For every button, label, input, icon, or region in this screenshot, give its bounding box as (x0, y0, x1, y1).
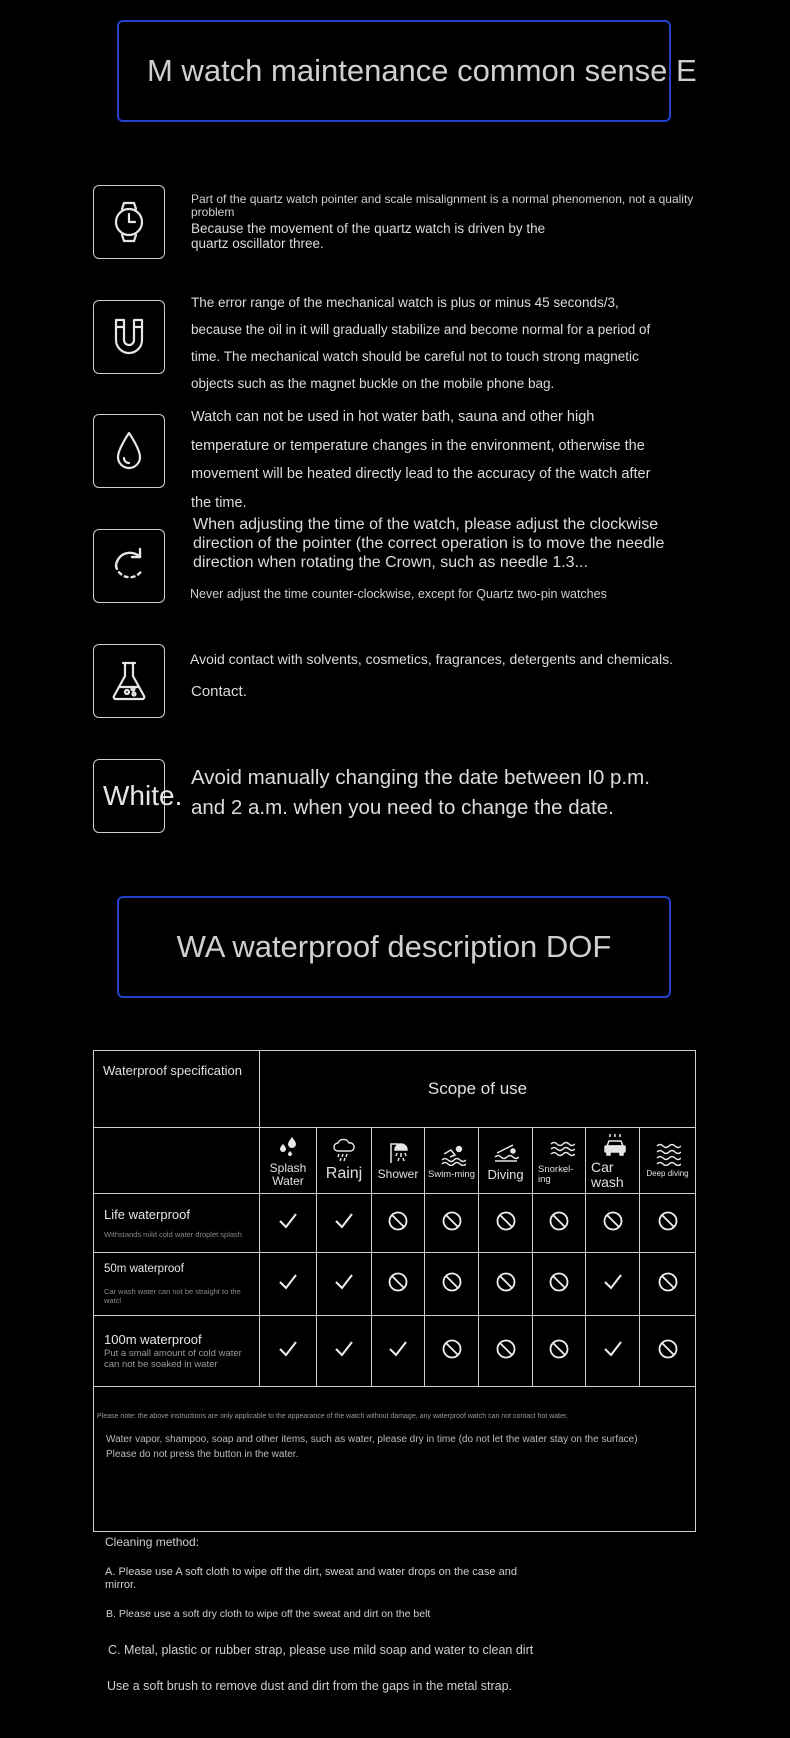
tip-text: Never adjust the time counter-clockwise, except for Quartz two-pin watches (190, 586, 607, 601)
not-allowed-cell (533, 1253, 586, 1316)
deep-diving-icon (655, 1142, 681, 1166)
check-mark-cell (317, 1194, 372, 1253)
prohibited-icon (441, 1271, 463, 1293)
check-icon (602, 1271, 624, 1293)
category-shower: Shower (372, 1128, 425, 1194)
shower-icon (385, 1140, 411, 1164)
not-allowed-cell (425, 1253, 479, 1316)
cleaning-heading: Cleaning method: (105, 1535, 200, 1549)
check-icon (277, 1338, 299, 1360)
car-wash-icon (602, 1132, 628, 1156)
tip-adjust-time (190, 516, 713, 601)
cleaning-item: Use a soft brush to remove dust and dirt from the gaps in the metal strap. (107, 1679, 513, 1693)
tip-text: Avoid contact with solvents, cosmetics, fragrances, detergents and chemicals. (190, 651, 673, 667)
tip-text: The error range of the mechanical watch is plus or minus 45 seconds/3, because the oil in it will gradually stabilize and become normal for a period of time. The mechanical watch should be careful not to touch strong magnetic objects such as the magnet buckle on the mobile phone bag. (191, 295, 651, 391)
not-allowed-cell (372, 1194, 425, 1253)
check-mark-cell (260, 1316, 317, 1387)
check-mark-cell (260, 1194, 317, 1253)
snorkeling-icon (549, 1137, 575, 1161)
note-water-vapor: Water vapor, shampoo, soap and other items, such as water, please dry in time (do not let the water stay on the surface) (106, 1434, 638, 1445)
flask-icon (93, 644, 165, 718)
check-icon (387, 1338, 409, 1360)
category-rain: Rainj (317, 1128, 372, 1194)
prohibited-icon (441, 1338, 463, 1360)
tip-text: Watch can not be used in hot water bath, sauna and other high temperature or temperature changes in the environment, otherwise the movement will be heated directly lead to the accuracy of the watch after the time. (191, 409, 651, 511)
not-allowed-cell (640, 1194, 696, 1253)
check-mark-cell (317, 1316, 372, 1387)
waterproof-title: WA waterproof description DOF (176, 929, 612, 964)
check-mark-cell (317, 1253, 372, 1316)
check-mark-cell (586, 1253, 640, 1316)
prohibited-icon (387, 1210, 409, 1232)
not-allowed-cell (533, 1316, 586, 1387)
not-allowed-cell (479, 1316, 533, 1387)
waterproof-notes (94, 1387, 696, 1532)
prohibited-icon (657, 1338, 679, 1360)
not-allowed-cell (425, 1316, 479, 1387)
not-allowed-cell (425, 1194, 479, 1253)
check-icon (602, 1338, 624, 1360)
check-mark-cell (586, 1316, 640, 1387)
rain-cloud-icon (331, 1138, 357, 1162)
cleaning-item: B. Please use a soft dry cloth to wipe off the sweat and dirt on the belt (106, 1608, 431, 1620)
prohibited-icon (602, 1210, 624, 1232)
check-mark-cell (372, 1316, 425, 1387)
category-diving: Diving (479, 1128, 533, 1194)
prohibited-icon (657, 1271, 679, 1293)
category-splash-water: Splash Water (260, 1128, 317, 1194)
row-label: Life waterproof Withstands mild cold water droplet splash (94, 1194, 260, 1253)
waterproof-table (93, 1050, 696, 1532)
note-button: Please do not press the button in the water. (106, 1449, 299, 1460)
prohibited-icon (548, 1338, 570, 1360)
check-icon (333, 1210, 355, 1232)
maintenance-title: M watch maintenance common sense E (147, 53, 697, 88)
diving-icon (493, 1140, 519, 1164)
prohibited-icon (657, 1210, 679, 1232)
watch-icon (93, 185, 165, 259)
date-icon-box (93, 759, 183, 833)
not-allowed-cell (533, 1194, 586, 1253)
empty-cell (94, 1128, 260, 1194)
check-mark-cell (260, 1253, 317, 1316)
table-row (94, 1194, 696, 1253)
prohibited-icon (548, 1210, 570, 1232)
check-icon (333, 1338, 355, 1360)
not-allowed-cell (640, 1253, 696, 1316)
tip-hot-water (191, 403, 671, 517)
cleaning-item: C. Metal, plastic or rubber strap, please use mild soap and water to clean dirt (108, 1643, 534, 1657)
rotate-clockwise-icon (93, 529, 165, 603)
tip-text: Contact. (191, 683, 247, 700)
water-drop-icon (93, 414, 165, 488)
not-allowed-cell (479, 1194, 533, 1253)
check-icon (277, 1210, 299, 1232)
prohibited-icon (441, 1210, 463, 1232)
tip-date (191, 763, 711, 822)
check-icon (333, 1271, 355, 1293)
tip-text: When adjusting the time of the watch, please adjust the clockwise direction of the pointer (the correct operation is to move the needle direction when rotating the Crown, such as needle 1.3... (193, 516, 665, 571)
prohibited-icon (495, 1271, 517, 1293)
waterproof-title-box (117, 896, 671, 998)
row-label: 100m waterproof Put a small amount of cold water can not be soaked in water (94, 1316, 260, 1387)
tip-quartz (191, 193, 711, 252)
prohibited-icon (548, 1271, 570, 1293)
table-row (94, 1253, 696, 1316)
table-row (94, 1316, 696, 1387)
tip-text: Because the movement of the quartz watch is driven by the quartz oscillator three. (191, 220, 546, 251)
not-allowed-cell (586, 1194, 640, 1253)
check-icon (277, 1271, 299, 1293)
splash-icon (275, 1134, 301, 1158)
row-label: 50m waterproof Car wash water can not be straight to the watcl (94, 1253, 260, 1316)
category-swimming: Swim-ming (425, 1128, 479, 1194)
swimming-icon (440, 1142, 466, 1166)
tip-text: and 2 a.m. when you need to change the date. (191, 795, 614, 819)
category-deep-diving: Deep diving (640, 1128, 696, 1194)
tip-chemicals (190, 651, 710, 700)
date-label: White. (103, 780, 183, 811)
not-allowed-cell (640, 1316, 696, 1387)
footnote: Please note: the above instructions are only applicable to the appearance of the watch without damage, any waterproof watch can not contact hot water, (97, 1413, 568, 1420)
maintenance-title-box (117, 20, 697, 122)
prohibited-icon (495, 1338, 517, 1360)
category-car-wash: Car wash (586, 1128, 640, 1194)
category-snorkeling: Snorkel-ing (533, 1128, 586, 1194)
cleaning-item: A. Please use A soft cloth to wipe off the dirt, sweat and water drops on the case and mirror. (105, 1566, 517, 1591)
prohibited-icon (387, 1271, 409, 1293)
spec-header: Waterproof specification (94, 1051, 260, 1128)
not-allowed-cell (372, 1253, 425, 1316)
magnet-icon (93, 300, 165, 374)
scope-header: Scope of use (260, 1051, 696, 1128)
tip-mechanical (191, 289, 661, 397)
not-allowed-cell (479, 1253, 533, 1316)
tip-text: Part of the quartz watch pointer and scale misalignment is a normal phenomenon, not a quality problem (191, 192, 694, 220)
prohibited-icon (495, 1210, 517, 1232)
tip-text: Avoid manually changing the date between I0 p.m. (191, 766, 650, 789)
